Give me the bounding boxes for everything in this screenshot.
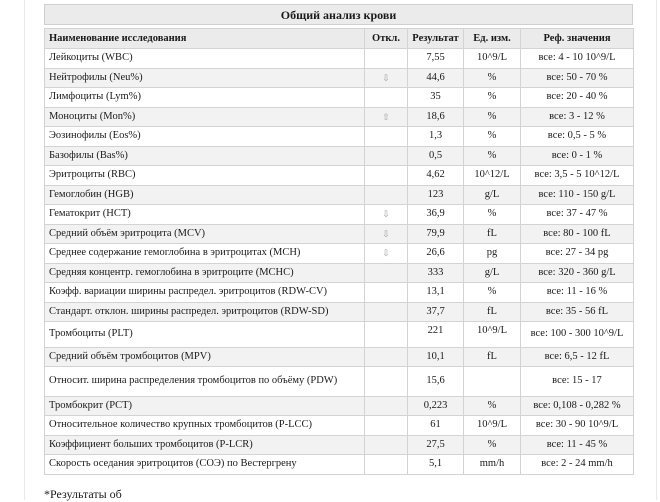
unit: 10^9/L: [464, 49, 521, 69]
unit: fL: [464, 224, 521, 244]
table-row: [45, 49, 634, 69]
column-header-reference: Реф. значения: [521, 29, 634, 49]
deviation-icon: ⇧: [365, 107, 408, 127]
table-row: [45, 166, 634, 186]
reference-range: все: 320 - 360 g/L: [521, 263, 634, 283]
unit: %: [464, 205, 521, 225]
deviation-icon: ⇩: [365, 244, 408, 264]
result-value: 123: [408, 185, 464, 205]
deviation-icon: [365, 367, 408, 397]
deviation-icon: ⇩: [365, 68, 408, 88]
result-value: 7,55: [408, 49, 464, 69]
test-name: Эозинофилы (Eos%): [45, 127, 365, 147]
result-value: 27,5: [408, 435, 464, 455]
deviation-icon: [365, 49, 408, 69]
test-name: Гематокрит (HCT): [45, 205, 365, 225]
column-header-deviation: Откл.: [365, 29, 408, 49]
table-row: [45, 146, 634, 166]
test-name: Коэфф. вариации ширины распредел. эритроцитов (RDW-CV): [45, 283, 365, 303]
table-row: [45, 205, 634, 225]
table-header-row: [45, 29, 634, 49]
unit: %: [464, 396, 521, 416]
deviation-icon: [365, 396, 408, 416]
test-name: Лимфоциты (Lym%): [45, 88, 365, 108]
deviation-icon: [365, 166, 408, 186]
unit: g/L: [464, 185, 521, 205]
deviation-icon: ⇩: [365, 224, 408, 244]
result-value: 18,6: [408, 107, 464, 127]
deviation-icon: [365, 88, 408, 108]
unit: mm/h: [464, 455, 521, 475]
reference-range: все: 20 - 40 %: [521, 88, 634, 108]
reference-range: все: 6,5 - 12 fL: [521, 347, 634, 367]
unit: fL: [464, 347, 521, 367]
test-name: Среднее содержание гемоглобина в эритроцитах (MCH): [45, 244, 365, 264]
results-body: [45, 49, 634, 475]
test-name: Коэффициент больших тромбоцитов (P-LCR): [45, 435, 365, 455]
unit: %: [464, 107, 521, 127]
result-value: 44,6: [408, 68, 464, 88]
table-row: [45, 455, 634, 475]
deviation-icon: [365, 416, 408, 436]
result-value: 1,3: [408, 127, 464, 147]
deviation-icon: [365, 185, 408, 205]
reference-range: все: 50 - 70 %: [521, 68, 634, 88]
table-row: [45, 302, 634, 322]
test-name: Стандарт. отклон. ширины распредел. эритроцитов (RDW-SD): [45, 302, 365, 322]
result-value: 13,1: [408, 283, 464, 303]
table-row: [45, 224, 634, 244]
reference-range: все: 0 - 1 %: [521, 146, 634, 166]
table-row: [45, 347, 634, 367]
table-row: [45, 283, 634, 303]
result-value: 36,9: [408, 205, 464, 225]
table-row: [45, 435, 634, 455]
table-row: [45, 244, 634, 264]
footnote: *Результаты об: [44, 487, 122, 501]
test-name: Средняя концентр. гемоглобина в эритроците (MCHC): [45, 263, 365, 283]
deviation-icon: [365, 263, 408, 283]
table-row: [45, 127, 634, 147]
reference-range: все: 15 - 17: [521, 367, 634, 397]
column-header-unit: Ед. изм.: [464, 29, 521, 49]
table-row: [45, 322, 634, 348]
deviation-icon: [365, 455, 408, 475]
page-edge-left: [24, 0, 25, 500]
reference-range: все: 80 - 100 fL: [521, 224, 634, 244]
reference-range: все: 35 - 56 fL: [521, 302, 634, 322]
reference-range: все: 27 - 34 pg: [521, 244, 634, 264]
result-value: 79,9: [408, 224, 464, 244]
table-row: [45, 263, 634, 283]
unit: 10^9/L: [464, 322, 521, 348]
test-name: Эритроциты (RBC): [45, 166, 365, 186]
results-table: [44, 28, 634, 475]
test-name: Тромбокрит (PCT): [45, 396, 365, 416]
result-value: 10,1: [408, 347, 464, 367]
table-row: [45, 367, 634, 397]
deviation-icon: ⇩: [365, 205, 408, 225]
table-row: [45, 88, 634, 108]
reference-range: все: 2 - 24 mm/h: [521, 455, 634, 475]
result-value: 0,5: [408, 146, 464, 166]
result-value: 35: [408, 88, 464, 108]
unit: fL: [464, 302, 521, 322]
test-name: Скорость оседания эритроцитов (СОЭ) по Вестергрену: [45, 455, 365, 475]
result-value: 37,7: [408, 302, 464, 322]
unit: 10^9/L: [464, 416, 521, 436]
reference-range: все: 37 - 47 %: [521, 205, 634, 225]
test-name: Лейкоциты (WBC): [45, 49, 365, 69]
test-name: Средний объём тромбоцитов (MPV): [45, 347, 365, 367]
reference-range: все: 3,5 - 5 10^12/L: [521, 166, 634, 186]
test-name: Нейтрофилы (Neu%): [45, 68, 365, 88]
test-name: Моноциты (Mon%): [45, 107, 365, 127]
unit: %: [464, 435, 521, 455]
unit: %: [464, 146, 521, 166]
column-header-result: Результат: [408, 29, 464, 49]
result-value: 4,62: [408, 166, 464, 186]
test-name: Относительное количество крупных тромбоцитов (P-LCC): [45, 416, 365, 436]
test-name: Тромбоциты (PLT): [45, 322, 365, 348]
unit: [464, 367, 521, 397]
unit: g/L: [464, 263, 521, 283]
table-row: [45, 396, 634, 416]
table-row: [45, 68, 634, 88]
reference-range: все: 110 - 150 g/L: [521, 185, 634, 205]
deviation-icon: [365, 146, 408, 166]
unit: %: [464, 68, 521, 88]
reference-range: все: 11 - 45 %: [521, 435, 634, 455]
page-edge-right: [656, 0, 657, 500]
unit: %: [464, 127, 521, 147]
table-row: [45, 416, 634, 436]
deviation-icon: [365, 435, 408, 455]
unit: 10^12/L: [464, 166, 521, 186]
deviation-icon: [365, 302, 408, 322]
result-value: 5,1: [408, 455, 464, 475]
result-value: 26,6: [408, 244, 464, 264]
test-name: Гемоглобин (HGB): [45, 185, 365, 205]
deviation-icon: [365, 347, 408, 367]
reference-range: все: 4 - 10 10^9/L: [521, 49, 634, 69]
column-header-name: Наименование исследования: [45, 29, 365, 49]
reference-range: все: 11 - 16 %: [521, 283, 634, 303]
deviation-icon: [365, 283, 408, 303]
deviation-icon: [365, 322, 408, 348]
report-title: Общий анализ крови: [44, 4, 633, 25]
unit: pg: [464, 244, 521, 264]
test-name: Базофилы (Bas%): [45, 146, 365, 166]
deviation-icon: [365, 127, 408, 147]
reference-range: все: 0,108 - 0,282 %: [521, 396, 634, 416]
table-row: [45, 107, 634, 127]
reference-range: все: 0,5 - 5 %: [521, 127, 634, 147]
test-name: Относит. ширина распределения тромбоцитов по объёму (PDW): [45, 367, 365, 397]
unit: %: [464, 283, 521, 303]
reference-range: все: 30 - 90 10^9/L: [521, 416, 634, 436]
result-value: 61: [408, 416, 464, 436]
reference-range: все: 3 - 12 %: [521, 107, 634, 127]
result-value: 0,223: [408, 396, 464, 416]
table-row: [45, 185, 634, 205]
reference-range: все: 100 - 300 10^9/L: [521, 322, 634, 348]
unit: %: [464, 88, 521, 108]
result-value: 221: [408, 322, 464, 348]
result-value: 15,6: [408, 367, 464, 397]
test-name: Средний объём эритроцита (MCV): [45, 224, 365, 244]
result-value: 333: [408, 263, 464, 283]
